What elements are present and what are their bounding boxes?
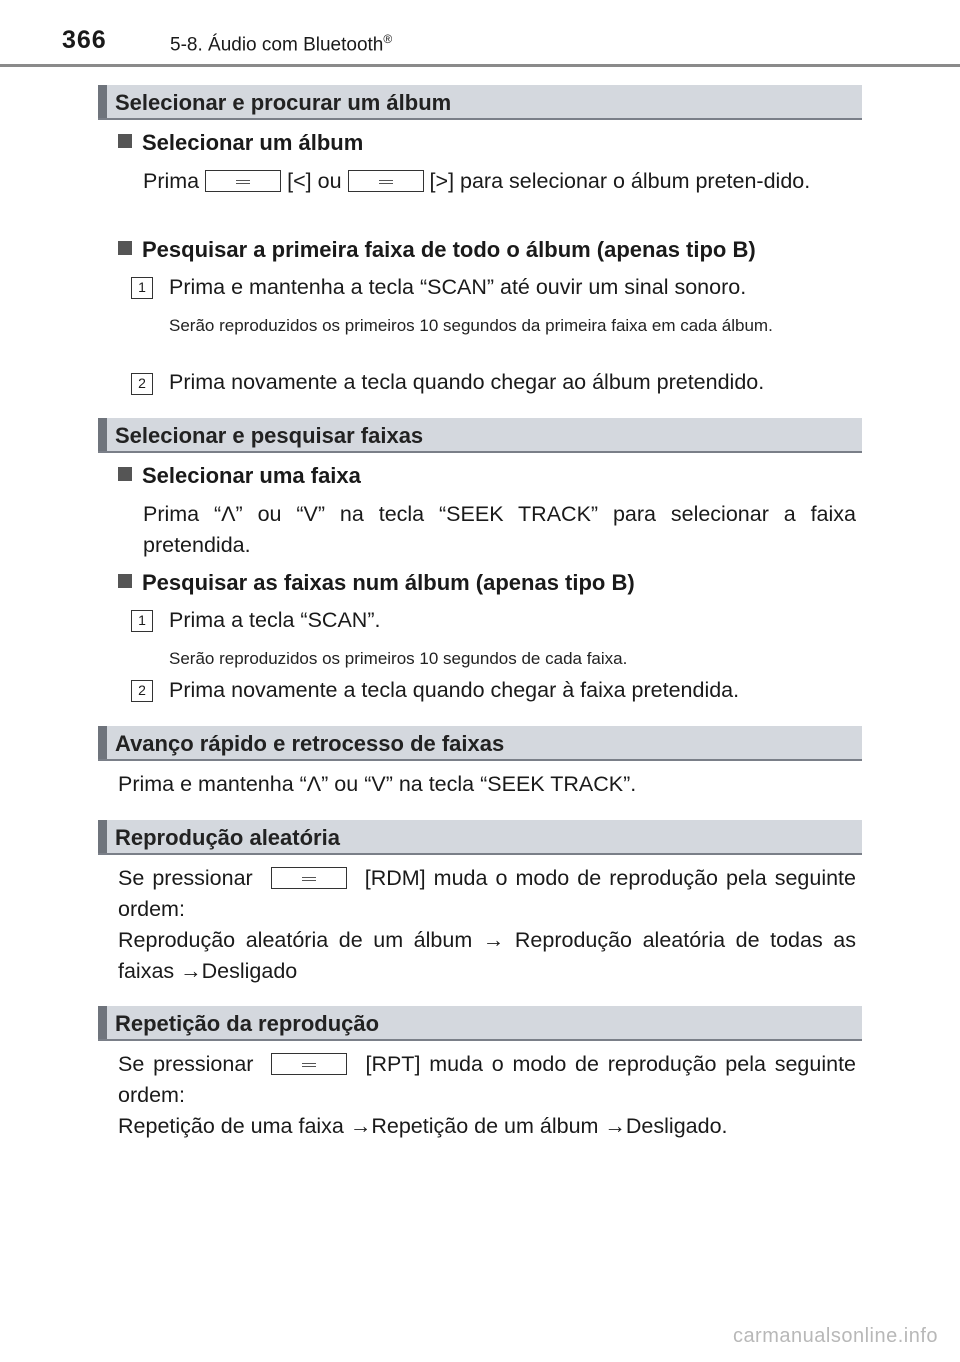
subheading-search-tracks (118, 570, 635, 596)
square-bullet-icon (118, 241, 132, 255)
step-number: 2 (131, 680, 153, 702)
text-fragment: [<] ou (287, 169, 342, 193)
section-title: Selecionar e pesquisar faixas (115, 423, 424, 448)
paragraph-random-order: Reprodução aleatória de um álbum → Reprodução aleatória de todas as faixas →Desligado (118, 928, 856, 983)
watermark: carmanualsonline.info (732, 1325, 938, 1347)
button-icon-rdm (271, 867, 347, 889)
section-heading-repeat (98, 1006, 862, 1041)
text-fragment: Prima (143, 169, 200, 193)
section-title: Selecionar e procurar um álbum (115, 90, 452, 115)
page-number: 366 (62, 26, 107, 54)
section-heading-tracks (98, 418, 862, 453)
subheading-text: Pesquisar a primeira faixa de todo o álbum (apenas tipo B) (142, 237, 756, 262)
step-number: 2 (131, 373, 153, 395)
button-icon-prev (205, 170, 281, 192)
subheading-text: Pesquisar as faixas num álbum (apenas tipo B) (142, 570, 635, 595)
subheading-search-first-track (118, 237, 756, 263)
paragraph-seek: Prima e mantenha “Λ” ou “V” na tecla “SEEK TRACK”. (118, 772, 637, 796)
section-title: Avanço rápido e retrocesso de faixas (115, 731, 505, 756)
registered-mark: ® (383, 32, 393, 46)
step-text: Prima a tecla “SCAN”. (169, 608, 381, 632)
step-number: 1 (131, 610, 153, 632)
header-rule (0, 64, 960, 67)
section-title: Reprodução aleatória (115, 825, 340, 850)
subheading-text: Selecionar uma faixa (142, 463, 361, 488)
paragraph-random (118, 863, 856, 925)
square-bullet-icon (118, 134, 132, 148)
page-header (0, 0, 960, 70)
text-fragment: Se pressionar (118, 1052, 254, 1076)
step-number: 1 (131, 277, 153, 299)
subheading-text: Selecionar um álbum (142, 130, 364, 155)
subheading-select-track (118, 463, 361, 489)
paragraph-repeat (118, 1049, 856, 1111)
step-text: Prima novamente a tecla quando chegar ao álbum pretendido. (169, 370, 765, 394)
paragraph-repeat-order: Repetição de uma faixa →Repetição de um álbum →Desligado. (118, 1114, 728, 1138)
section-title: Repetição da reprodução (115, 1011, 380, 1036)
section-heading-album (98, 85, 862, 120)
text-fragment: Se pressionar (118, 866, 253, 890)
paragraph-select-album (143, 166, 856, 197)
text-fragment: [>] para selecionar o álbum preten-dido. (429, 169, 811, 193)
chapter-title (170, 32, 392, 56)
step-note: Serão reproduzidos os primeiros 10 segundos de cada faixa. (169, 649, 628, 668)
step-note: Serão reproduzidos os primeiros 10 segundos da primeira faixa em cada álbum. (169, 316, 773, 335)
section-heading-seek (98, 726, 862, 761)
step-text: Prima e mantenha a tecla “SCAN” até ouvir um sinal sonoro. (169, 275, 747, 299)
paragraph-select-track: Prima “Λ” ou “V” na tecla “SEEK TRACK” para selecionar a faixa pretendida. (143, 502, 856, 557)
chapter-title-text: 5-8. Áudio com Bluetooth (170, 34, 384, 56)
square-bullet-icon (118, 467, 132, 481)
section-heading-random (98, 820, 862, 855)
step-text: Prima novamente a tecla quando chegar à faixa pretendida. (169, 678, 740, 702)
text-fragment: [RDM] muda o modo de reprodução pela seguinte ordem: (118, 866, 856, 921)
button-icon-rpt (271, 1053, 347, 1075)
subheading-select-album (118, 130, 363, 156)
button-icon-next (348, 170, 424, 192)
square-bullet-icon (118, 574, 132, 588)
text-fragment: [RPT] muda o modo de reprodução pela seguinte ordem: (118, 1052, 857, 1107)
